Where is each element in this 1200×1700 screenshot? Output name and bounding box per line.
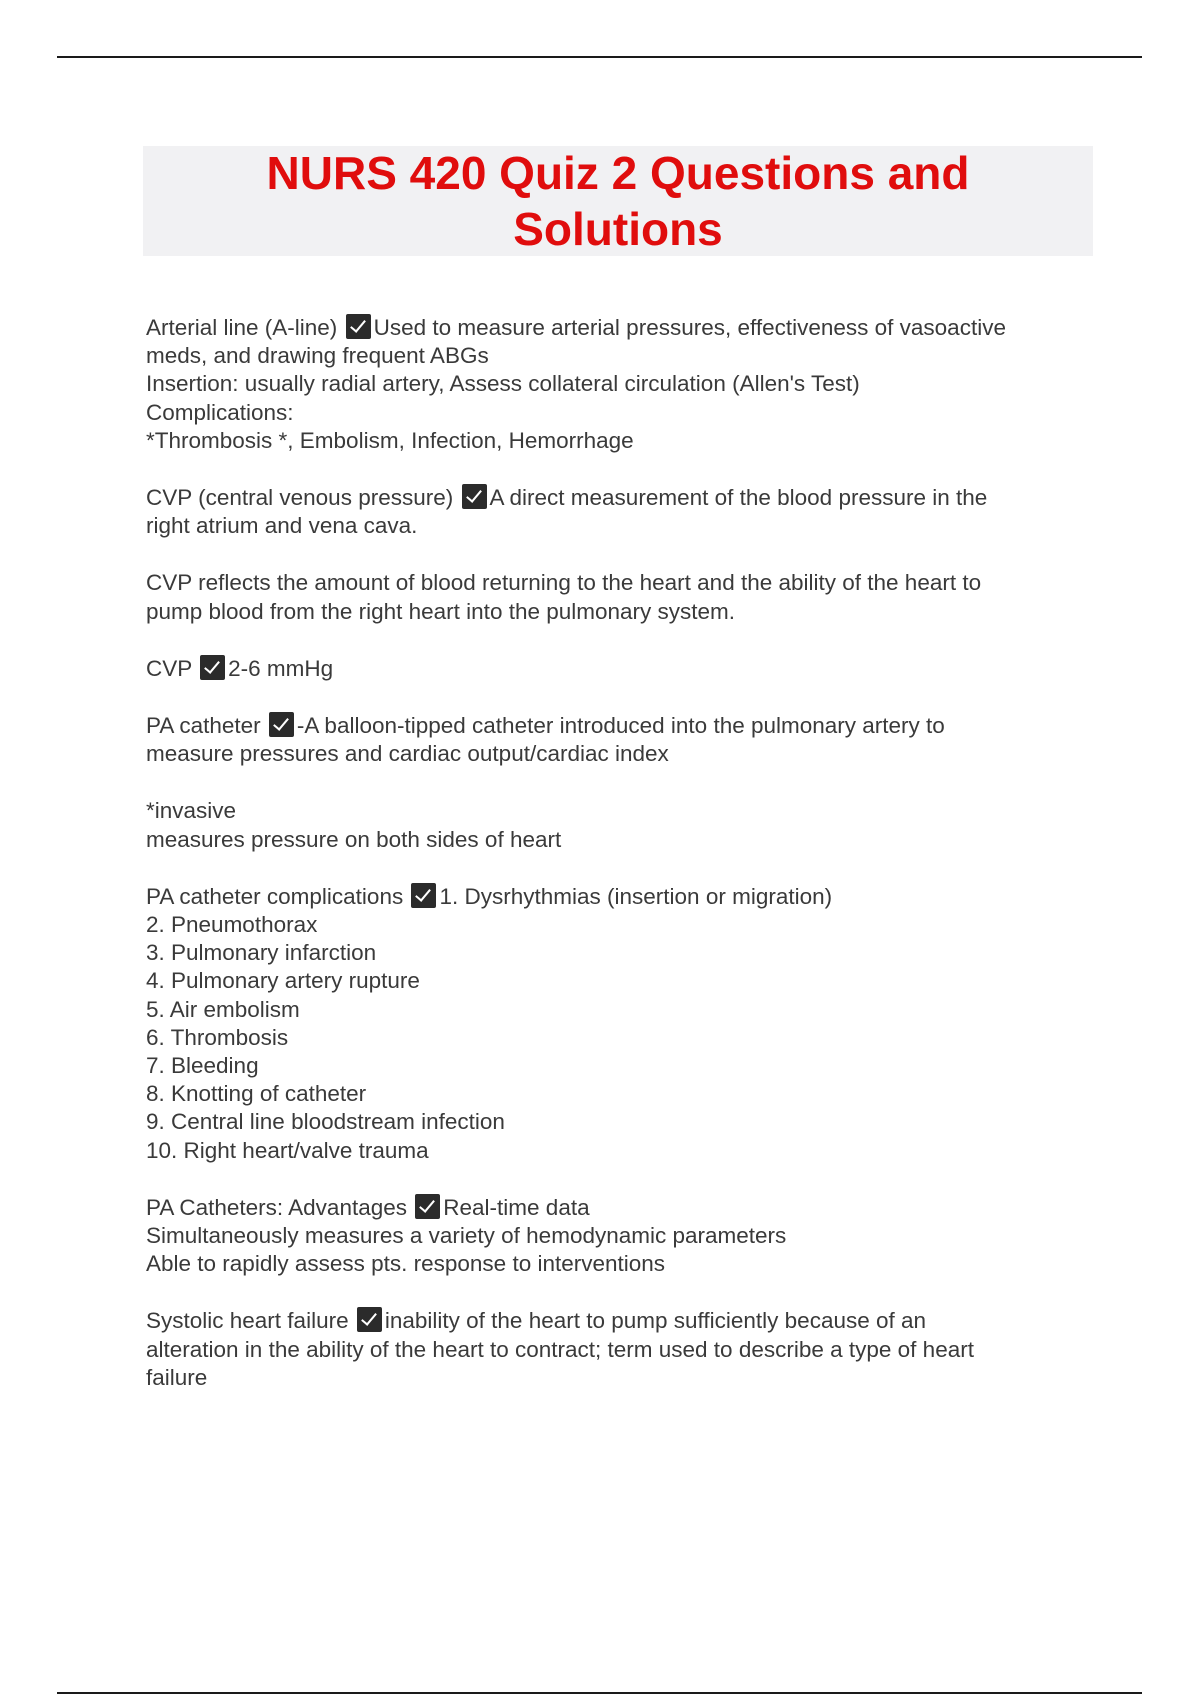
answer-text: 7. Bleeding xyxy=(146,1053,259,1079)
answer-line xyxy=(146,399,1096,427)
answer-text: 4. Pulmonary artery rupture xyxy=(146,968,420,994)
answer-text: Complications: xyxy=(146,399,294,425)
answer-text: *Thrombosis *, Embolism, Infection, Hemorrhage xyxy=(146,427,634,453)
answer-text: Simultaneously measures a variety of hemodynamic parameters xyxy=(146,1223,787,1249)
answer-text: right atrium and vena cava. xyxy=(146,513,418,539)
answer-text: 5. Air embolism xyxy=(146,996,300,1022)
checkmark-icon xyxy=(462,484,487,509)
entry-first-line xyxy=(146,1307,1096,1335)
question-term: CVP (central venous pressure) xyxy=(146,485,454,511)
answer-line xyxy=(146,427,1096,455)
checkmark-icon xyxy=(415,1194,440,1219)
flashcard-entry xyxy=(146,484,1096,540)
question-term: PA catheter complications xyxy=(146,883,404,909)
answer-text: 2. Pneumothorax xyxy=(146,912,318,938)
checkmark-icon xyxy=(200,655,225,680)
answer-text: inability of the heart to pump sufficiently because of an xyxy=(384,1308,927,1334)
flashcard-entry xyxy=(146,1307,1096,1392)
answer-text: Used to measure arterial pressures, effectiveness of vasoactive xyxy=(373,315,1006,340)
answer-line xyxy=(146,1052,1096,1080)
answer-text: Able to rapidly assess pts. response to interventions xyxy=(146,1251,666,1277)
bottom-rule xyxy=(57,1692,1142,1694)
answer-line xyxy=(146,967,1096,995)
answer-text: alteration in the ability of the heart to contract; term used to describe a type of heart xyxy=(146,1336,974,1362)
answer-text: CVP reflects the amount of blood returning to the heart and the ability of the heart to xyxy=(146,570,982,596)
flashcard-entry xyxy=(146,883,1096,1165)
answer-line xyxy=(146,1336,1096,1364)
answer-line xyxy=(146,1108,1096,1136)
entry-first-line xyxy=(146,484,1096,512)
answer-text: measure pressures and cardiac output/cardiac index xyxy=(146,741,669,767)
answer-text: Insertion: usually radial artery, Assess collateral circulation (Allen's Test) xyxy=(146,371,860,397)
answer-line xyxy=(146,1222,1096,1250)
answer-line xyxy=(146,1080,1096,1108)
answer-text: 9. Central line bloodstream infection xyxy=(146,1109,505,1135)
entry-first-line xyxy=(146,569,1096,597)
question-term: PA Catheters: Advantages xyxy=(146,1194,408,1220)
answer-line xyxy=(146,740,1096,768)
flashcard-entry xyxy=(146,655,1096,683)
answer-line xyxy=(146,1137,1096,1165)
answer-text: A direct measurement of the blood pressure in the xyxy=(489,485,988,511)
answer-text: 10. Right heart/valve trauma xyxy=(146,1137,429,1163)
flashcard-entry xyxy=(146,1194,1096,1279)
flashcard-entry xyxy=(146,797,1096,853)
answer-line xyxy=(146,996,1096,1024)
answer-line xyxy=(146,939,1096,967)
answer-text: 3. Pulmonary infarction xyxy=(146,940,377,966)
answer-line xyxy=(146,911,1096,939)
answer-line xyxy=(146,342,1096,370)
flashcard-list xyxy=(146,314,1096,1421)
entry-first-line xyxy=(146,712,1096,740)
answer-text: 6. Thrombosis xyxy=(146,1024,289,1050)
title-banner xyxy=(143,146,1093,256)
answer-text: failure xyxy=(146,1364,208,1390)
answer-text: 8. Knotting of catheter xyxy=(146,1081,367,1107)
checkmark-icon xyxy=(357,1307,382,1332)
question-term: Systolic heart failure xyxy=(146,1308,349,1334)
answer-text: 1. Dysrhythmias (insertion or migration) xyxy=(439,883,833,909)
answer-line xyxy=(146,1024,1096,1052)
answer-line xyxy=(146,1250,1096,1278)
checkmark-icon xyxy=(411,883,436,908)
answer-line xyxy=(146,370,1096,398)
flashcard-entry xyxy=(146,712,1096,768)
entry-first-line xyxy=(146,797,1096,825)
answer-text: measures pressure on both sides of heart xyxy=(146,826,562,852)
document-title: NURS 420 Quiz 2 Questions and Solutions xyxy=(266,147,970,255)
checkmark-icon xyxy=(269,712,294,737)
entry-first-line xyxy=(146,314,1096,342)
flashcard-entry xyxy=(146,569,1096,625)
answer-text: -A balloon-tipped catheter introduced into the pulmonary artery to xyxy=(296,713,945,739)
top-rule xyxy=(57,56,1142,58)
question-term: PA catheter xyxy=(146,713,261,739)
answer-text: pump blood from the right heart into the pulmonary system. xyxy=(146,598,736,624)
answer-line xyxy=(146,598,1096,626)
question-term: Arterial line (A-line) xyxy=(146,315,338,340)
checkmark-icon xyxy=(346,314,371,339)
answer-text: 2-6 mmHg xyxy=(228,655,334,681)
answer-line xyxy=(146,512,1096,540)
flashcard-entry xyxy=(146,314,1096,455)
answer-line xyxy=(146,826,1096,854)
entry-first-line xyxy=(146,1194,1096,1222)
answer-text: Real-time data xyxy=(443,1194,590,1220)
answer-text: *invasive xyxy=(146,798,237,824)
entry-first-line xyxy=(146,655,1096,683)
answer-text: meds, and drawing frequent ABGs xyxy=(146,343,489,369)
answer-line xyxy=(146,1364,1096,1392)
entry-first-line xyxy=(146,883,1096,911)
question-term: CVP xyxy=(146,655,192,681)
